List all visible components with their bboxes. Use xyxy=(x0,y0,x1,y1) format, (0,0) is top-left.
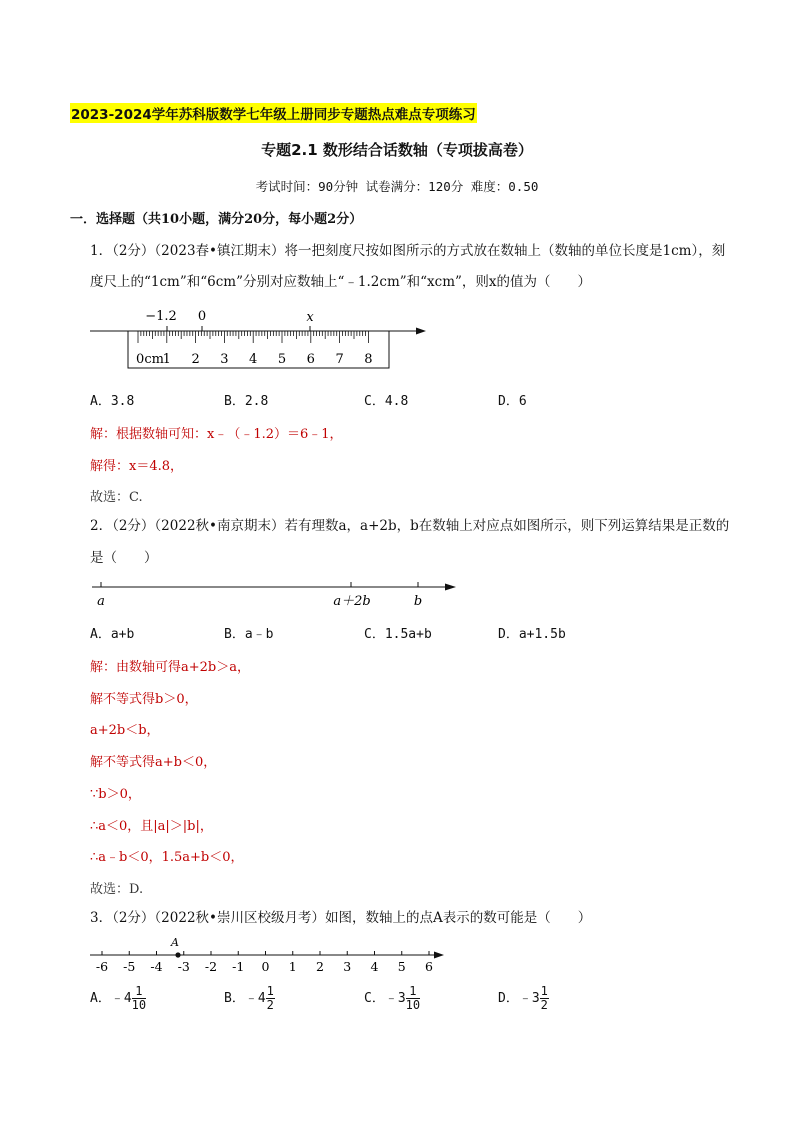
ruler-label-5: 5 xyxy=(277,352,287,367)
q3-stem: 3．（2分）（2022秋•崇川区校级月考）如图，数轴上的点A表示的数可能是（ ） xyxy=(90,910,592,926)
q3-option-d-fraction xyxy=(540,985,549,1012)
ruler-label-4: 4 xyxy=(249,352,258,367)
ruler-label-2: 2 xyxy=(191,352,200,367)
q1-option-c[interactable]: C．4.8 xyxy=(364,394,409,409)
q3-option-b-fraction xyxy=(266,985,275,1012)
q3-tick-label: -5 xyxy=(123,959,136,974)
q1-solution-line1: 解：根据数轴可知：x﹣（﹣1.2）＝6﹣1， xyxy=(90,427,343,442)
q3-option-d-prefix: D．﹣3 xyxy=(498,991,540,1006)
ruler-label-1: 1 xyxy=(162,352,171,367)
q1-axis-label-neg12: −1.2 xyxy=(145,309,177,324)
q3-option-c-fraction xyxy=(406,985,420,1012)
series-title: 2023-2024学年苏科版数学七年级上册同步专题热点难点专项练习 xyxy=(70,103,477,123)
q1-option-a[interactable]: A．3.8 xyxy=(90,394,135,409)
q2-solution-line3: a+2b＜b， xyxy=(90,723,160,738)
q3-ticks xyxy=(102,951,429,955)
q2-stem-line2: 是（ ） xyxy=(90,550,158,566)
q3-tick-label: -6 xyxy=(95,959,109,974)
q2-option-b[interactable]: B．a﹣b xyxy=(224,627,274,642)
q2-solution-line1: 解：由数轴可得a+2b＞a， xyxy=(90,660,250,675)
q3-tick-label: 2 xyxy=(316,959,324,974)
q3-option-b-den: 2 xyxy=(266,998,274,1012)
q2-solution-line2: 解不等式得b＞0， xyxy=(90,692,198,707)
q3-axis-arrow xyxy=(434,952,444,959)
q3-point-a-label: A xyxy=(171,936,179,949)
q3-tick-label: 3 xyxy=(343,959,352,974)
q3-tick-label: 4 xyxy=(370,959,379,974)
q3-option-d-den: 2 xyxy=(540,998,548,1012)
q1-ruler-figure xyxy=(88,304,433,370)
q3-tick-labels xyxy=(96,959,433,974)
q3-option-b-prefix: B．﹣4 xyxy=(224,991,266,1006)
q1-stem-line1: 1．（2分）（2023春•镇江期末）将一把刻度尺按如图所示的方式放在数轴上（数轴的单位长度是1cm），刻 xyxy=(90,243,726,259)
q3-option-c-den: 10 xyxy=(405,998,421,1012)
q3-tick-label: -1 xyxy=(232,959,245,974)
q3-option-d[interactable] xyxy=(498,985,549,1012)
q2-solution-line5: ∵b＞0， xyxy=(90,787,141,802)
q3-tick-label: 1 xyxy=(288,959,297,974)
q3-tick-label: -2 xyxy=(204,959,218,974)
q2-solution-line4: 解不等式得a+b＜0， xyxy=(90,755,217,770)
ruler-label-7: 7 xyxy=(335,352,344,367)
q2-solution-line6: ∴a＜0，且|a|＞|b|， xyxy=(90,819,213,834)
q1-ruler-ticks xyxy=(138,331,368,343)
q1-option-b[interactable]: B．2.8 xyxy=(224,394,269,409)
q3-tick-label: 5 xyxy=(397,959,406,974)
q1-option-d[interactable]: D．6 xyxy=(498,394,527,409)
q3-option-a-prefix: A．﹣4 xyxy=(90,991,132,1006)
q3-option-c-prefix: C．﹣3 xyxy=(364,991,406,1006)
q1-axis-label-x: x xyxy=(306,310,314,325)
q3-tick-label: 6 xyxy=(425,959,433,974)
q1-ruler-labels xyxy=(136,352,372,367)
q3-option-c-num: 1 xyxy=(406,985,420,999)
ruler-label-3: 3 xyxy=(220,352,229,367)
ruler-label-0: 0cm xyxy=(136,352,164,367)
q2-label-a2b: a＋2b xyxy=(333,594,371,609)
q3-option-a[interactable] xyxy=(90,985,146,1012)
q1-solution-line2: 解得：x＝4.8， xyxy=(90,459,184,474)
q3-number-line-figure xyxy=(88,934,448,976)
q3-option-a-num: 1 xyxy=(132,985,146,999)
q1-axis-label-zero: 0 xyxy=(197,309,207,324)
q1-axis-arrow xyxy=(416,328,426,335)
q1-stem-line2: 度尺上的“1cm”和“6cm”分别对应数轴上“﹣1.2cm”和“xcm”，则x的值为（ ） xyxy=(90,274,592,290)
q3-option-a-fraction xyxy=(132,985,146,1012)
q3-option-b[interactable] xyxy=(224,985,275,1012)
q3-option-b-num: 1 xyxy=(266,984,274,998)
q3-option-a-den: 10 xyxy=(131,998,147,1012)
q3-point-a xyxy=(175,952,180,957)
ruler-label-6: 6 xyxy=(306,352,315,367)
q2-stem-line1: 2．（2分）（2022秋•南京期末）若有理数a，a+2b，b在数轴上对应点如图所示，则下列运算结果是正数的 xyxy=(90,518,730,534)
section-heading: 一．选择题（共10小题，满分20分，每小题2分） xyxy=(70,212,363,227)
q3-option-d-num: 1 xyxy=(540,984,548,998)
q2-axis-arrow xyxy=(445,584,456,591)
q3-option-c[interactable] xyxy=(364,985,420,1012)
q2-option-c[interactable]: C．1.5a+b xyxy=(364,627,432,642)
q2-option-a[interactable]: A．a+b xyxy=(90,627,135,642)
exam-meta: 考试时间：90分钟 试卷满分：120分 难度：0.50 xyxy=(255,179,539,194)
ruler-label-8: 8 xyxy=(364,352,373,367)
q2-label-a: a xyxy=(97,594,105,609)
q2-solution-line7: ∴a﹣b＜0，1.5a+b＜0， xyxy=(90,850,244,865)
q3-tick-label: 0 xyxy=(261,959,270,974)
q2-solution-line8: 故选：D. xyxy=(90,882,144,897)
q3-tick-label: -3 xyxy=(177,959,190,974)
page-title: 专题2.1 数形结合话数轴（专项拔高卷） xyxy=(261,141,533,159)
q2-number-line-figure xyxy=(88,578,460,610)
q3-tick-label: -4 xyxy=(150,959,163,974)
q2-option-d[interactable]: D．a+1.5b xyxy=(498,627,566,642)
q2-label-b: b xyxy=(413,594,423,609)
q1-solution-line3: 故选：C. xyxy=(90,490,143,505)
